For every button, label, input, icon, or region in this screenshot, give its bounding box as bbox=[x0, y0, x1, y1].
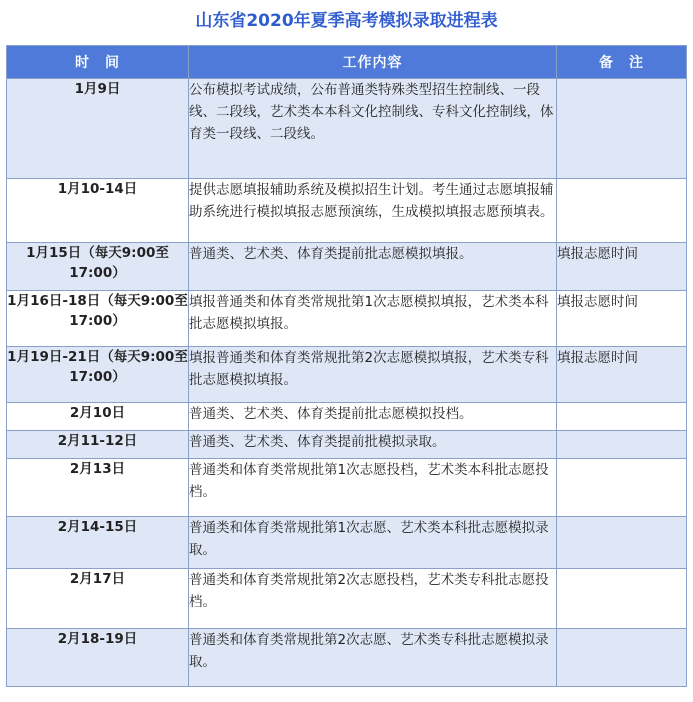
cell-time: 2月17日 bbox=[7, 569, 189, 629]
cell-time: 1月9日 bbox=[7, 79, 189, 179]
cell-note bbox=[557, 569, 687, 629]
cell-work: 普通类和体育类常规批第1次志愿、艺术类本科批志愿模拟录取。 bbox=[189, 517, 557, 569]
schedule-table bbox=[6, 45, 687, 687]
cell-work: 填报普通类和体育类常规批第2次志愿模拟填报，艺术类专科批志愿模拟填报。 bbox=[189, 347, 557, 403]
table-header-row bbox=[7, 46, 687, 79]
table-row bbox=[7, 629, 687, 687]
cell-time: 2月11-12日 bbox=[7, 431, 189, 459]
cell-note bbox=[557, 629, 687, 687]
cell-note bbox=[557, 403, 687, 431]
page-title: 山东省2020年夏季高考模拟录取进程表 bbox=[195, 11, 498, 31]
cell-time: 1月10-14日 bbox=[7, 179, 189, 243]
cell-note: 填报志愿时间 bbox=[557, 291, 687, 347]
cell-work: 公布模拟考试成绩，公布普通类特殊类型招生控制线、一段线、二段线，艺术类本本科文化控制线、专科文化控制线，体育类一段线、二段线。 bbox=[189, 79, 557, 179]
table-row bbox=[7, 403, 687, 431]
cell-note bbox=[557, 517, 687, 569]
cell-time: 2月18-19日 bbox=[7, 629, 189, 687]
table-row bbox=[7, 243, 687, 291]
cell-time: 2月13日 bbox=[7, 459, 189, 517]
cell-work: 普通类、艺术类、体育类提前批志愿模拟填报。 bbox=[189, 243, 557, 291]
header-note: 备 注 bbox=[557, 46, 687, 79]
table-row bbox=[7, 431, 687, 459]
table-row bbox=[7, 569, 687, 629]
table-row bbox=[7, 79, 687, 179]
cell-note bbox=[557, 179, 687, 243]
cell-note bbox=[557, 431, 687, 459]
cell-time: 1月16日-18日（每天9:00至17:00） bbox=[7, 291, 189, 347]
cell-work: 填报普通类和体育类常规批第1次志愿模拟填报，艺术类本科批志愿模拟填报。 bbox=[189, 291, 557, 347]
cell-note bbox=[557, 79, 687, 179]
table-row bbox=[7, 459, 687, 517]
cell-time: 2月10日 bbox=[7, 403, 189, 431]
cell-work: 普通类和体育类常规批第1次志愿投档，艺术类本科批志愿投档。 bbox=[189, 459, 557, 517]
cell-time: 2月14-15日 bbox=[7, 517, 189, 569]
cell-note: 填报志愿时间 bbox=[557, 347, 687, 403]
cell-note: 填报志愿时间 bbox=[557, 243, 687, 291]
cell-work: 普通类和体育类常规批第2次志愿、艺术类专科批志愿模拟录取。 bbox=[189, 629, 557, 687]
table-row bbox=[7, 179, 687, 243]
table-row bbox=[7, 347, 687, 403]
table-row bbox=[7, 517, 687, 569]
cell-note bbox=[557, 459, 687, 517]
header-work: 工作内容 bbox=[189, 46, 557, 79]
header-time: 时 间 bbox=[7, 46, 189, 79]
cell-work: 提供志愿填报辅助系统及模拟招生计划。考生通过志愿填报辅助系统进行模拟填报志愿预演练，生成模拟填报志愿预填表。 bbox=[189, 179, 557, 243]
cell-work: 普通类、艺术类、体育类提前批模拟录取。 bbox=[189, 431, 557, 459]
cell-time: 1月15日（每天9:00至17:00） bbox=[7, 243, 189, 291]
cell-work: 普通类和体育类常规批第2次志愿投档，艺术类专科批志愿投档。 bbox=[189, 569, 557, 629]
table-row bbox=[7, 291, 687, 347]
cell-work: 普通类、艺术类、体育类提前批志愿模拟投档。 bbox=[189, 403, 557, 431]
cell-time: 1月19日-21日（每天9:00至17:00） bbox=[7, 347, 189, 403]
